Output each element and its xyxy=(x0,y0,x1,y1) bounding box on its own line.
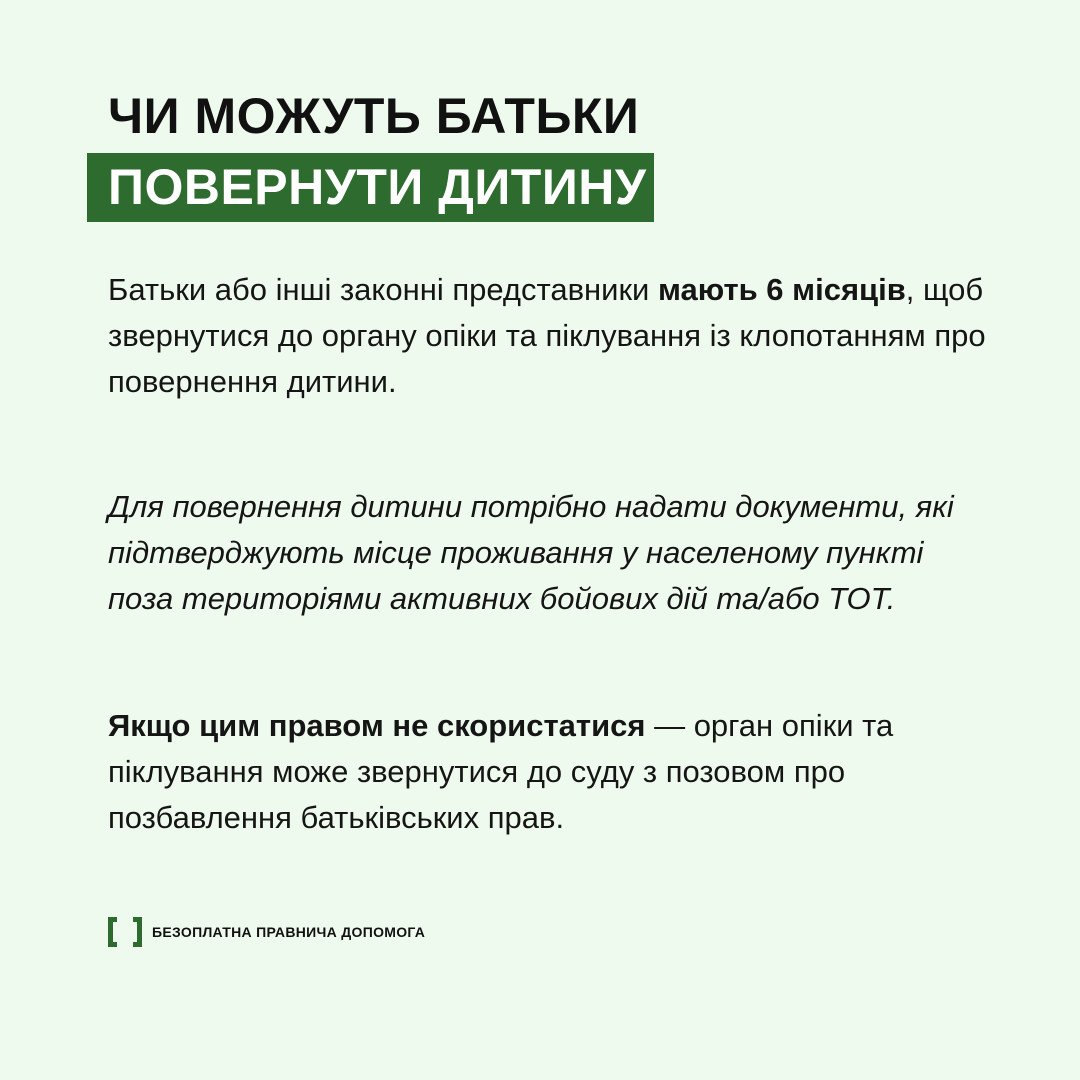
title-line1: ЧИ МОЖУТЬ БАТЬКИ xyxy=(108,88,640,144)
paragraph-documents: Для повернення дитини потрібно надати документи, які підтверджують місце проживання у населеному пункті поза територіями активних бойових дій та/або ТОТ. xyxy=(108,489,954,616)
paragraph-deadline-bold: мають 6 місяців xyxy=(657,272,906,307)
paragraph-deadline xyxy=(108,267,988,405)
title-line2: ПОВЕРНУТИ ДИТИНУ xyxy=(108,159,647,215)
paragraph-consequence-text: — орган опіки та піклування може звернутися до суду з позовом про позбавлення батьківських прав. xyxy=(108,708,894,835)
paragraph-deadline-text-after: , щоб звернутися до органу опіки та піклування із клопотанням про повернення дитини. xyxy=(108,272,986,399)
logo-left-bracket-icon xyxy=(108,917,117,947)
paragraph-consequence-bold: Якщо цим правом не скористатися xyxy=(108,708,646,743)
logo-right-bracket-icon xyxy=(133,917,142,947)
paragraph-deadline-text-before: Батьки або інші законні представники xyxy=(108,272,658,307)
footer-logo xyxy=(108,914,425,950)
paragraph-consequence xyxy=(108,703,988,841)
footer-logo-text: БЕЗОПЛАТНА ПРАВНИЧА ДОПОМОГА xyxy=(152,924,426,940)
